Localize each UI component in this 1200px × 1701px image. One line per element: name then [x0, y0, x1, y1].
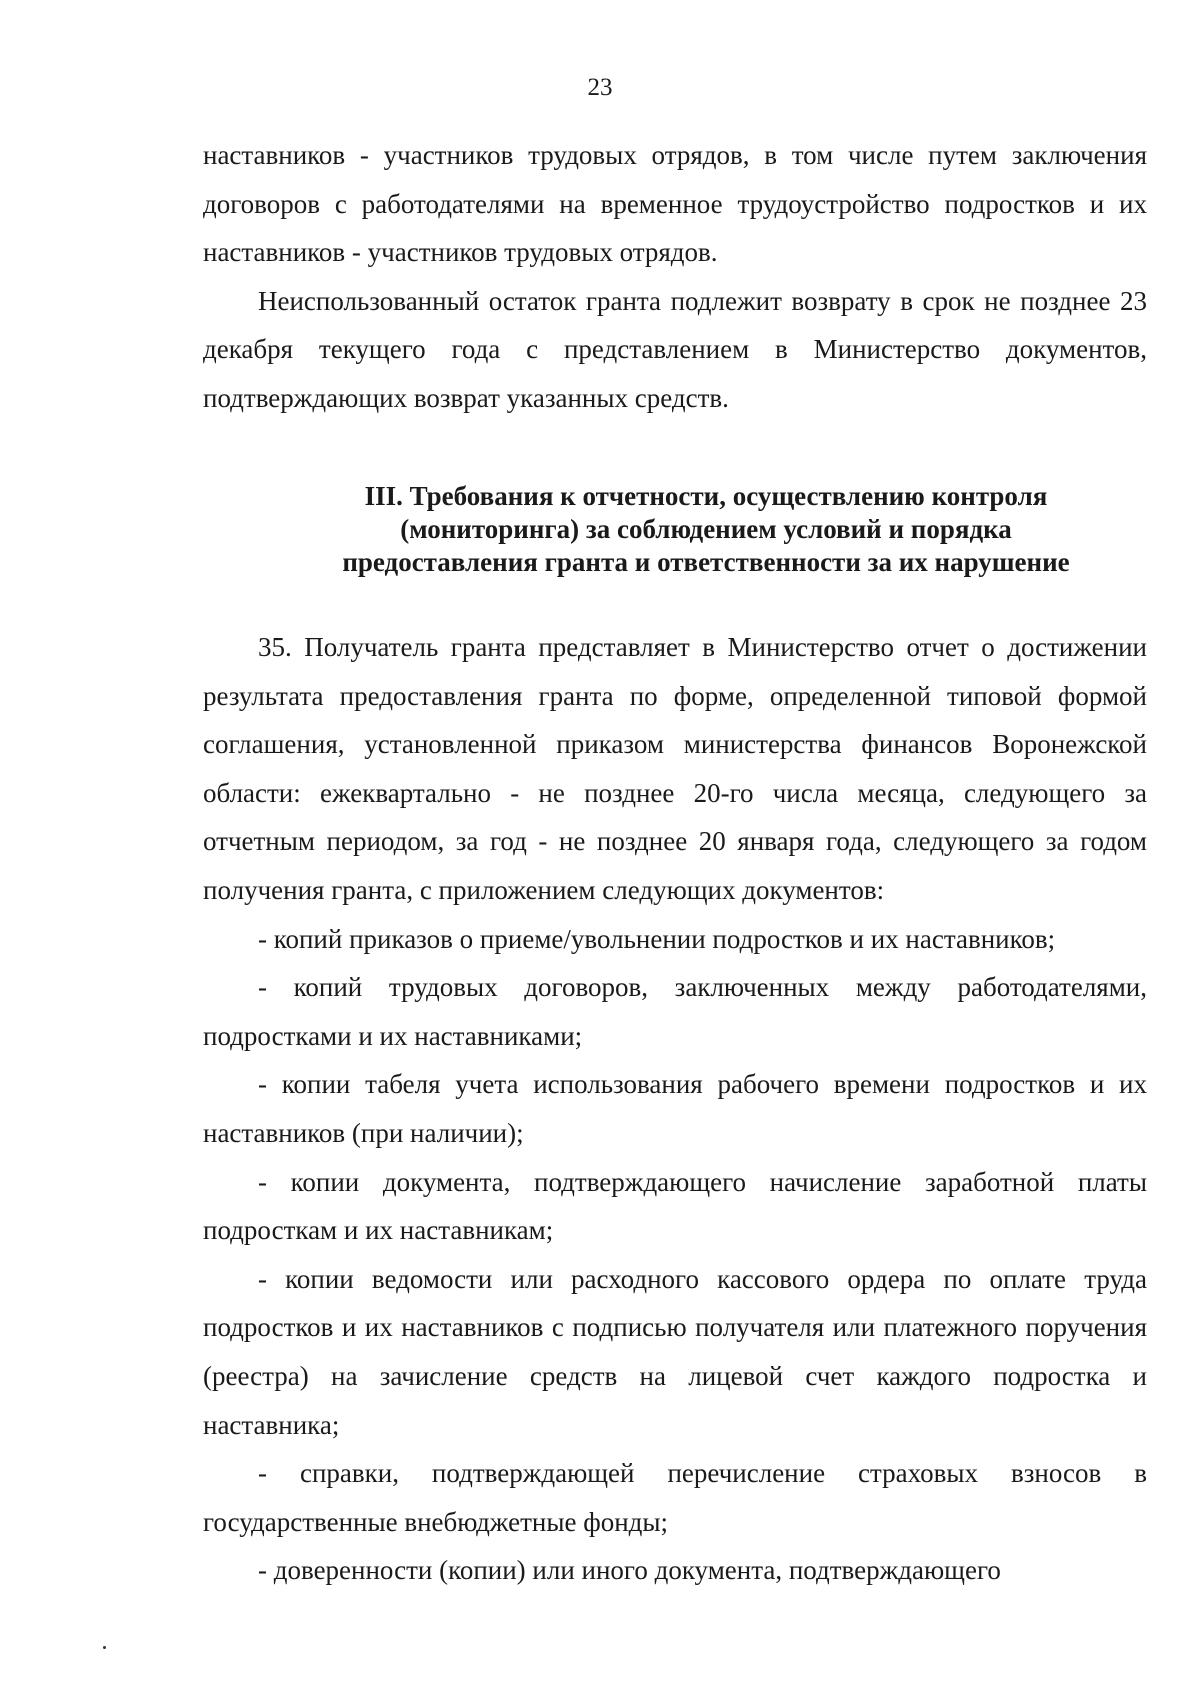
continuation-paragraph: наставников - участников трудовых отрядов, в том числе путем заключения договоров с работодателями на временное трудоустройство подростков и их наставников - участников трудовых отрядов.	[203, 140, 1147, 268]
list-item: - копий трудовых договоров, заключенных между работодателями, подростками и их наставниками;	[203, 972, 1147, 1051]
scan-speck	[103, 1646, 106, 1649]
list-item: - копий приказов о приеме/увольнении подростков и их наставников;	[258, 923, 1056, 954]
list-item: - копии ведомости или расходного кассового ордера по оплате труда подростков и их наставников с подписью получателя или платежного поручения (реестра) на зачисление средств на лицевой счет каждого подростка и наставника;	[203, 1263, 1147, 1440]
list-item: - копии табеля учета использования рабочего времени подростков и их наставников (при наличии);	[203, 1069, 1147, 1148]
clause-35-block	[203, 623, 1147, 1595]
section-heading-line-2: (мониторинга) за соблюдением условий и порядка	[400, 514, 1012, 544]
list-item: - справки, подтверждающей перечисление страховых взносов в государственные внебюджетные фонды;	[203, 1458, 1147, 1537]
clause-35-paragraph: 35. Получатель гранта представляет в Министерство отчет о достижении результата предоставления гранта по форме, определенной типовой формой соглашения, установленной приказом министерства финансов Воронежской области: ежеквартально - не позднее 20-го числа месяца, следующего за отчетным периодом, за год - не позднее 20 января года, следующего за годом получения гранта, с приложением следующих документов:	[203, 632, 1147, 905]
section-heading-line-3: предоставления гранта и ответственности за их нарушение	[342, 547, 1070, 577]
section-heading	[265, 480, 1147, 579]
page-number: 23	[587, 74, 613, 101]
intro-block	[203, 131, 1147, 423]
remainder-paragraph: Неиспользованный остаток гранта подлежит возврату в срок не позднее 23 декабря текущего года с представлением в Министерство документов, подтверждающих возврат указанных средств.	[203, 285, 1147, 413]
list-item: - доверенности (копии) или иного документа, подтверждающего	[258, 1555, 1001, 1586]
list-item: - копии документа, подтверждающего начисление заработной платы подросткам и их наставникам;	[203, 1166, 1147, 1246]
section-heading-line-1: III. Требования к отчетности, осуществлению контроля	[364, 481, 1048, 511]
